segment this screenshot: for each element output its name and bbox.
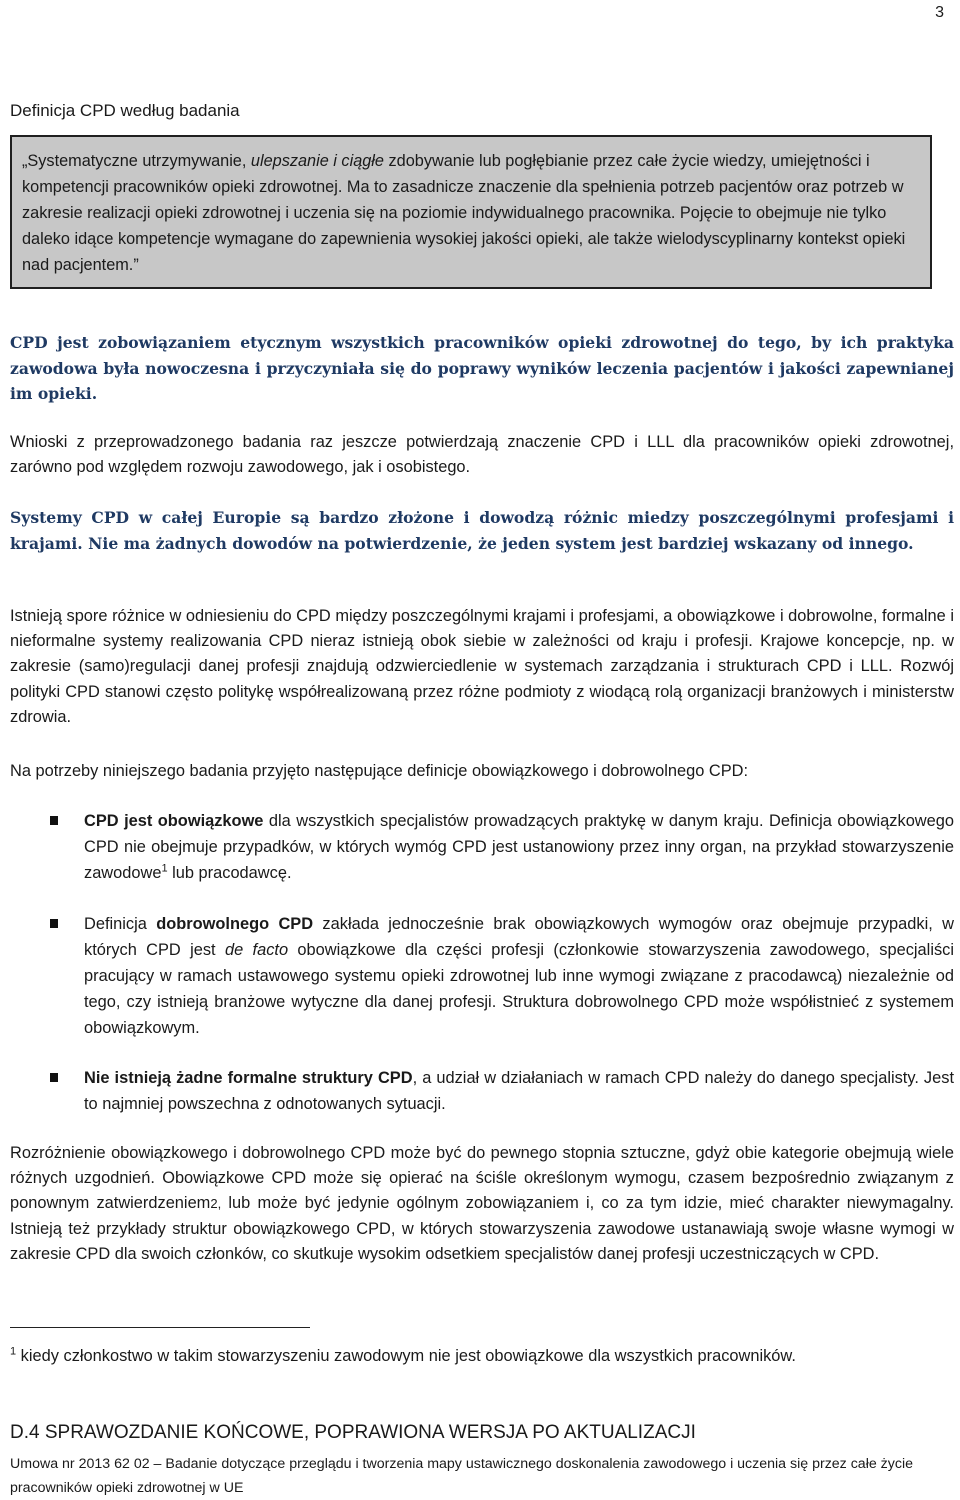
footer-report-title: D.4 SPRAWOZDANIE KOŃCOWE, POPRAWIONA WERSJA PO AKTUALIZACJI bbox=[10, 1422, 696, 1443]
quote-text-rest: zdobywanie lub pogłębianie przez całe życie wiedzy, umiejętności i kompetencji pracowników opieki zdrowotnej. Ma to zasadnicze znaczenie dla spełnienia potrzeb pacjentów oraz potrzeb w zakresie realizacji opieki zdrowotnej i uczenia się na poziomie indywidualnego pracownika. Pojęcie to obejmuje nie tylko daleko idące kompetencje wymagane do zapewnienia wysokiej jakości opieki, ale także wielodyscyplinarny kontekst opieki nad pacjentem.” bbox=[22, 152, 906, 274]
definition-quote-box bbox=[10, 135, 932, 289]
voluntary-description-end: obowiązkowe dla części profesji (członkowie stowarzyszenia zawodowego, specjaliści pracujący w ramach ustawowego systemu opieki zdrowotnej lub inne wymogi związane z pracodawcą) niezależnie od tego, czy istnieją branżowe wytyczne dla danej profesji. Struktura dobrowolnego CPD może współistnieć z systemem obowiązkowym. bbox=[84, 941, 954, 1037]
conclusions-paragraph: Wnioski z przeprowadzonego badania raz jeszcze potwierdzają znaczenie CPD i LLL dla pracowników opieki zdrowotnej, zarówno pod względem rozwoju zawodowego, jak i osobistego. bbox=[10, 433, 954, 477]
footnote-ref-1: 1 bbox=[161, 862, 168, 875]
mandatory-description: dla wszystkich specjalistów prowadzących praktykę w danym kraju. Definicja obowiązkowego CPD nie obejmuje przypadków, w których wymóg CPD jest ustanowiony przez inny organ, na przykład stowarzyszenie zawodowe bbox=[84, 812, 954, 882]
mandatory-term: CPD jest obowiązkowe bbox=[84, 812, 264, 830]
list-item-voluntary bbox=[84, 911, 954, 1041]
list-item-mandatory bbox=[84, 808, 954, 886]
no-structures-term: Nie istnieją żadne formalne struktury CPD bbox=[84, 1069, 413, 1087]
footnote-text: kiedy członkostwo w takim stowarzyszeniu zawodowym nie jest obowiązkowe dla wszystkich pracowników. bbox=[16, 1347, 796, 1365]
quote-text-italic: ulepszanie i ciągłe bbox=[250, 152, 384, 170]
footnote-ref-2: 2, bbox=[210, 1196, 222, 1212]
square-bullet-icon bbox=[50, 919, 58, 928]
distinction-paragraph bbox=[10, 1141, 954, 1267]
quote-text-start: „Systematyczne utrzymywanie, bbox=[22, 152, 251, 170]
systems-complexity-statement: Systemy CPD w całej Europie są bardzo złożone i dowodzą różnic miedzy poszczególnymi profesjami i krajami. Nie ma żadnych dowodów na potwierdzenie, że jeden system jest bardziej wskazany od innego. bbox=[10, 508, 954, 553]
footnote-1 bbox=[10, 1344, 954, 1368]
ethical-commitment-statement: CPD jest zobowiązaniem etycznym wszystkich pracowników opieki zdrowotnej do tego, by ich praktyka zawodowa była nowoczesna i przyczyniała się do poprawy wyników leczenia pacjentów i jakości zapewnianej im opieki. bbox=[10, 333, 954, 403]
differences-paragraph: Istnieją spore różnice w odniesieniu do CPD między poszczególnymi krajami i profesjami, a obowiązkowe i dobrowolne, formalne i nieformalne systemy realizowania CPD nieraz istnieją obok siebie w zależności od kraju i profesji. Krajowe koncepcje, np. w zakresie (samo)regulacji danej profesji znajdują odzwierciedlenie w systemach zarządzania i strukturach CPD i LLL. Rozwój polityki CPD stanowi często politykę współrealizowaną przez różne podmioty z wiodącą rolą organizacji branżowych i ministerstw zdrowia. bbox=[10, 607, 954, 726]
section-heading: Definicja CPD według badania bbox=[10, 101, 240, 120]
footnote-divider bbox=[10, 1327, 310, 1328]
voluntary-term: dobrowolnego CPD bbox=[156, 915, 314, 933]
mandatory-description-end: lub pracodawcę. bbox=[167, 864, 292, 882]
voluntary-prefix: Definicja bbox=[84, 915, 157, 933]
square-bullet-icon bbox=[50, 1073, 58, 1082]
definitions-intro: Na potrzeby niniejszego badania przyjęto następujące definicje obowiązkowego i dobrowolnego CPD: bbox=[10, 762, 749, 780]
no-structures-description: , a udział w działaniach w ramach CPD należy do danego specjalisty. Jest to najmniej powszechna z odnotowanych sytuacji. bbox=[84, 1069, 954, 1113]
square-bullet-icon bbox=[50, 816, 58, 825]
list-item-no-structures bbox=[84, 1065, 954, 1117]
footnote-number: 1 bbox=[10, 1345, 17, 1358]
distinction-text-start: Rozróżnienie obowiązkowego i dobrowolnego CPD może być do pewnego stopnia sztuczne, gdyż obie kategorie obejmują wiele różnych uzgodnień. Obowiązkowe CPD może się opierać na ściśle określonym wymogu, czasem bezpośrednio związanym z ponownym zatwierdzeniem bbox=[10, 1144, 954, 1213]
de-facto-text: de facto bbox=[224, 941, 289, 959]
page-number: 3 bbox=[935, 4, 944, 21]
voluntary-description: zakłada jednocześnie brak obowiązkowych wymogów oraz obejmuje przypadki, w których CPD jest bbox=[84, 915, 954, 959]
distinction-text-rest: lub może być jedynie ogólnym zobowiązaniem i, co za tym idzie, mieć charakter niewymagalny. Istnieją też przykłady struktur obowiązkowego CPD, w których stowarzyszenia zawodowe ustanawiają swoje własne wymogi w zakresie CPD dla swoich członków, co skutkuje wysokim odsetkiem specjalistów danej profesji uczestniczących w CPD. bbox=[10, 1194, 954, 1263]
footer-contract-info: Umowa nr 2013 62 02 – Badanie dotyczące przeglądu i tworzenia mapy ustawicznego doskonalenia zawodowego i uczenia się przez całe życie pracowników opieki zdrowotnej w UE bbox=[10, 1456, 914, 1496]
